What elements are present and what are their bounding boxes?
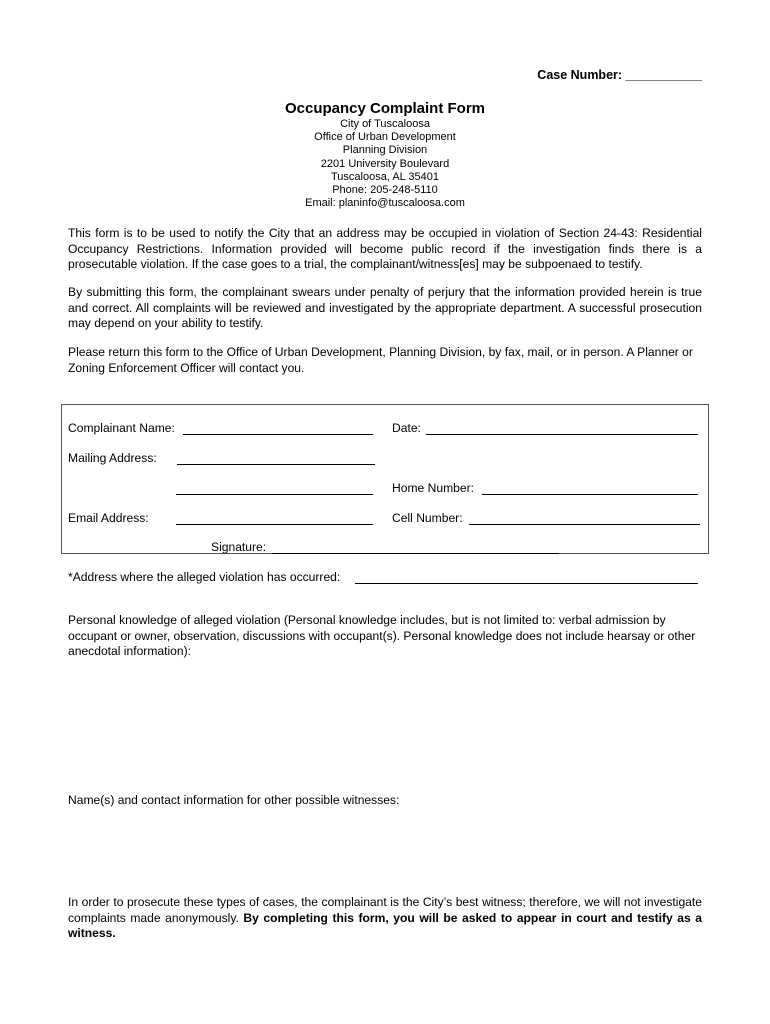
violation-address-label: *Address where the alleged violation has occurred: (68, 570, 341, 584)
email-address-label: Email Address: (68, 511, 149, 525)
closing-text: In order to prosecute these types of cases, the complainant is the City’s best witness; therefore, we will not investigate complaints made anonymously. (68, 895, 702, 925)
cell-number-label: Cell Number: (392, 511, 463, 525)
mailing-address-label: Mailing Address: (68, 451, 157, 465)
address-phone: Phone: 205-248-5110 (332, 184, 438, 197)
address-office: Office of Urban Development (314, 131, 456, 144)
home-number-field[interactable] (482, 494, 698, 495)
address-street: 2201 University Boulevard (320, 157, 450, 170)
complainant-name-field[interactable] (183, 434, 373, 435)
return-instructions-paragraph: Please return this form to the Office of Urban Development, Planning Division, by fax, mail, or in person. A Planner or Zoning Enforcement Officer will contact you. (68, 345, 693, 375)
complainant-name-label: Complainant Name: (68, 421, 175, 435)
personal-knowledge-prompt: Personal knowledge of alleged violation (Personal knowledge includes, but is not limited to: verbal admission by occupant or owner, observation, discussions with occupant(s). Personal knowledge does not include hearsay or other anecdotal information): (68, 613, 696, 658)
address-city-state-zip: Tuscaloosa, AL 35401 (330, 170, 440, 183)
closing-bold-notice: By completing this form, you will be asked to appear in court and testify as a witness. (68, 910, 703, 940)
witnesses-prompt: Name(s) and contact information for other possible witnesses: (68, 793, 400, 807)
date-label: Date: (392, 421, 421, 435)
closing-paragraph (68, 895, 702, 942)
signature-label: Signature: (211, 540, 267, 554)
mailing-address-line2-field[interactable] (176, 494, 373, 495)
complainant-info-box (61, 404, 709, 554)
case-number-field: Case Number: ___________ (537, 68, 702, 82)
witnesses-answer-area[interactable] (68, 812, 702, 887)
address-city: City of Tuscaloosa (340, 118, 430, 130)
personal-knowledge-answer-area[interactable] (68, 665, 702, 780)
home-number-label: Home Number: (392, 481, 474, 495)
email-address-field[interactable] (176, 524, 373, 525)
purpose-paragraph: This form is to be used to notify the City that an address may be occupied in violation of Section 24-43: Residential Occupancy Restrictions. Information provided will become public record if the investigation finds there is a prosecutable violation. If the case goes to a trial, the complainant/witness[es] may be subpoenaed to testify. (68, 226, 702, 271)
address-email: Email: planinfo@tuscaloosa.com (305, 197, 465, 210)
signature-field[interactable] (272, 553, 559, 554)
office-address-block (0, 118, 770, 210)
cell-number-field[interactable] (469, 524, 700, 525)
page-title: Occupancy Complaint Form (284, 100, 486, 117)
date-field[interactable] (426, 434, 698, 435)
oath-paragraph: By submitting this form, the complainant swears under penalty of perjury that the information provided herein is true and correct. All complaints will be reviewed and investigated by the appropriate department. A successful prosecution may depend on your ability to testify. (68, 285, 702, 330)
violation-address-field[interactable] (355, 583, 698, 584)
mailing-address-field[interactable] (177, 464, 375, 465)
address-division: Planning Division (342, 144, 428, 157)
